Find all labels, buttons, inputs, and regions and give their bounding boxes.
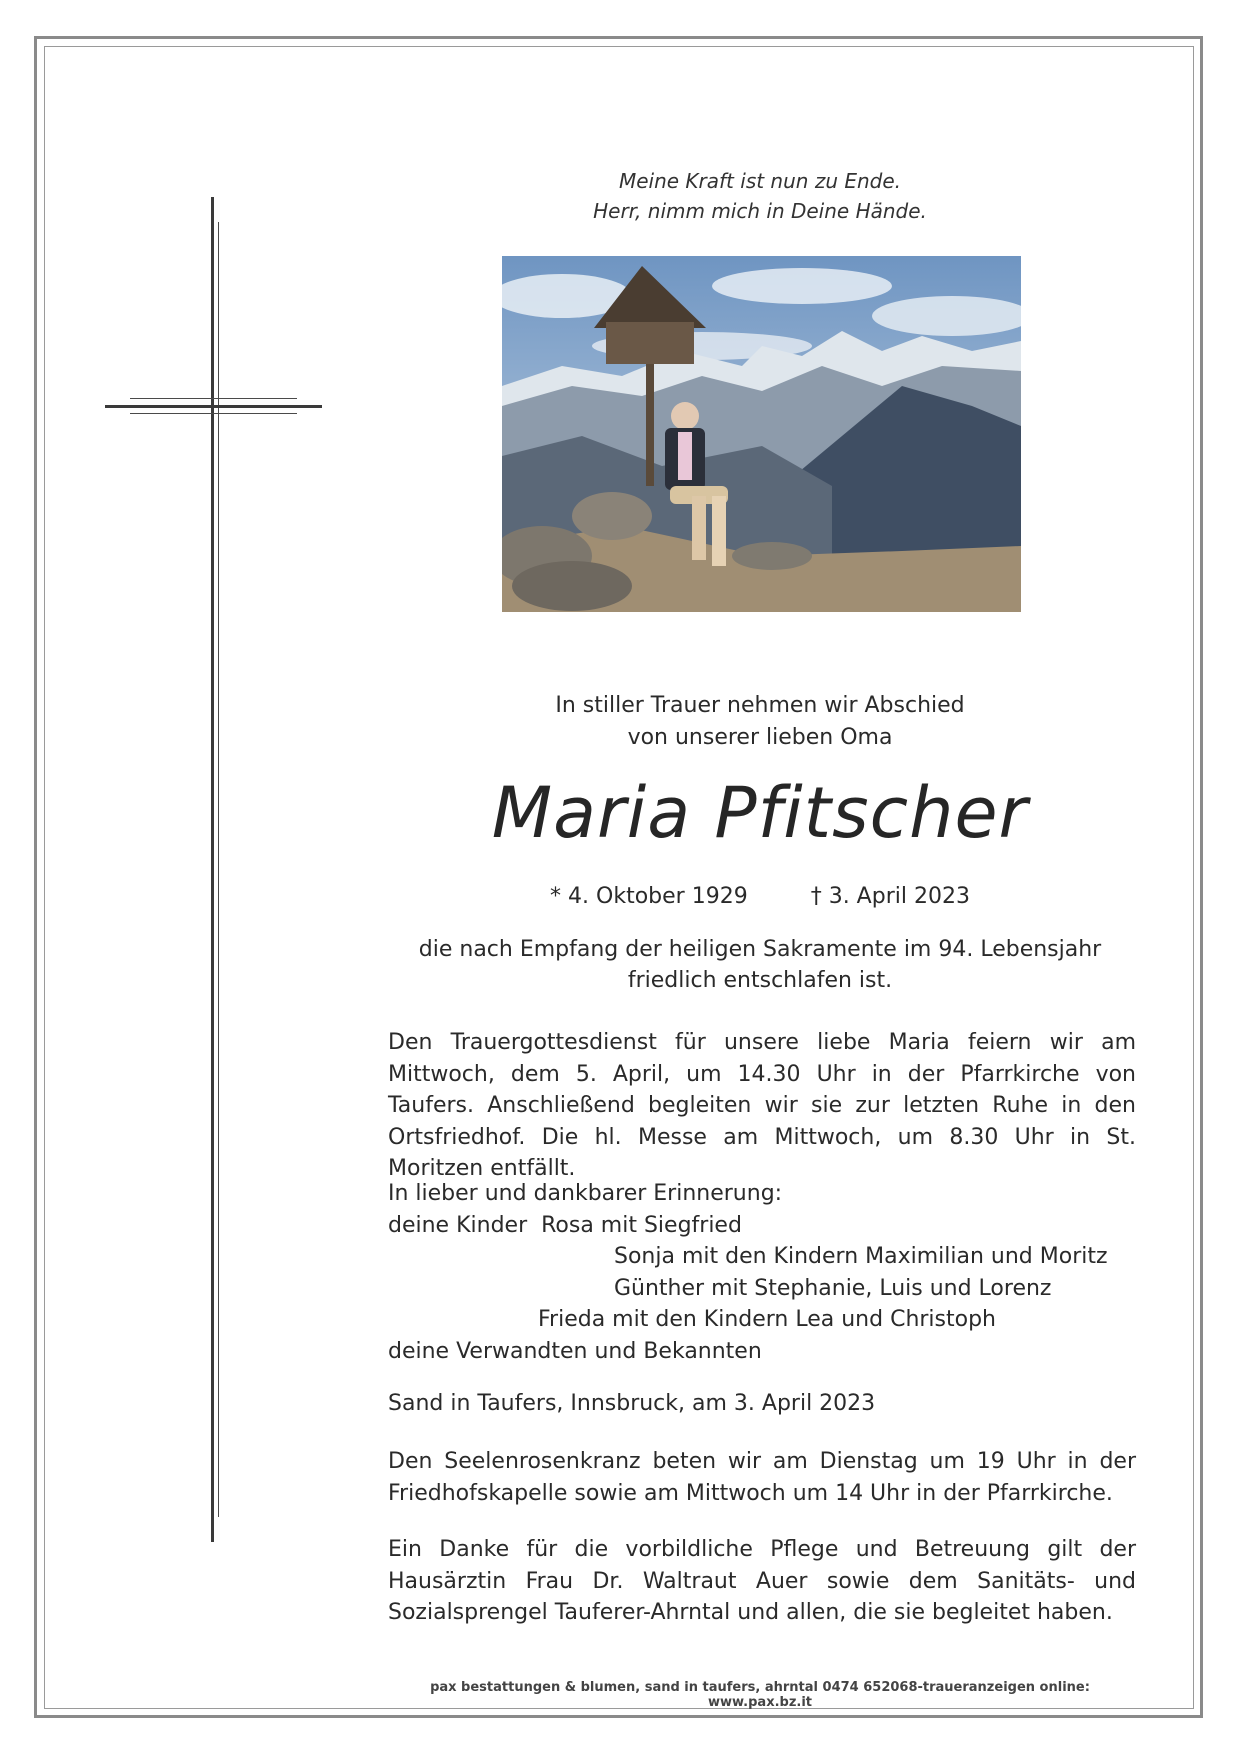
birth-date: * 4. Oktober 1929 bbox=[550, 884, 748, 909]
family-heading: In lieber und dankbarer Erinnerung: bbox=[388, 1181, 783, 1206]
death-date: † 3. April 2023 bbox=[810, 884, 970, 909]
thanks-paragraph: Ein Danke für die vorbildliche Pflege und Betreuung gilt der Hausärztin Frau Dr. Waltraut Auer sowie dem Sanitäts- und Sozialsprengel Tauferer-Ahrntal und allen, die sie begleitet haben. bbox=[388, 1537, 1136, 1625]
portrait-photo bbox=[502, 256, 1021, 612]
sacraments-line-2: friedlich entschlafen ist. bbox=[627, 968, 893, 993]
family-relatives: deine Verwandten und Bekannten bbox=[388, 1338, 762, 1364]
sacraments-text bbox=[380, 934, 1140, 996]
intro-line-2: von unserer lieben Oma bbox=[627, 725, 893, 750]
family-list bbox=[388, 1178, 1136, 1367]
family-children: deine Kinder Rosa mit Siegfried bbox=[388, 1212, 742, 1238]
family-child-frieda: Frieda mit den Kindern Lea und Christoph bbox=[538, 1307, 997, 1332]
footer-imprint: pax bestattungen & blumen, sand in taufers, ahrntal 0474 652068-traueranzeigen online: www.pax.bz.it bbox=[430, 1680, 1090, 1710]
farewell-intro bbox=[380, 690, 1140, 754]
verse-line-2: Herr, nimm mich in Deine Hände. bbox=[593, 199, 927, 223]
family-child-guenther: Günther mit Stephanie, Luis und Lorenz bbox=[614, 1275, 1052, 1301]
deceased-name: Maria Pfitscher bbox=[491, 772, 1029, 854]
life-dates bbox=[380, 882, 1140, 912]
place-date: Sand in Taufers, Innsbruck, am 3. April 2023 bbox=[388, 1391, 876, 1416]
family-child-sonja: Sonja mit den Kindern Maximilian und Moritz bbox=[614, 1244, 1108, 1269]
verse-line-1: Meine Kraft ist nun zu Ende. bbox=[618, 169, 902, 193]
verse-quote bbox=[400, 166, 1120, 226]
sacraments-line-1: die nach Empfang der heiligen Sakramente im 94. Lebensjahr bbox=[418, 937, 1102, 962]
intro-line-1: In stiller Trauer nehmen wir Abschied bbox=[555, 693, 965, 718]
funeral-service-paragraph: Den Trauergottesdienst für unsere liebe Maria feiern wir am Mittwoch, dem 5. April, um 14.30 Uhr in der Pfarrkirche von Taufers. Anschließend begleiten wir sie zur letzten Ruhe in den Ortsfriedhof. Die hl. Messe am Mittwoch, um 8.30 Uhr in St. Moritzen entfällt. bbox=[388, 1030, 1136, 1181]
rosary-paragraph: Den Seelenrosenkranz beten wir am Dienstag um 19 Uhr in der Friedhofskapelle sowie am Mittwoch um 14 Uhr in der Pfarrkirche. bbox=[388, 1449, 1136, 1506]
